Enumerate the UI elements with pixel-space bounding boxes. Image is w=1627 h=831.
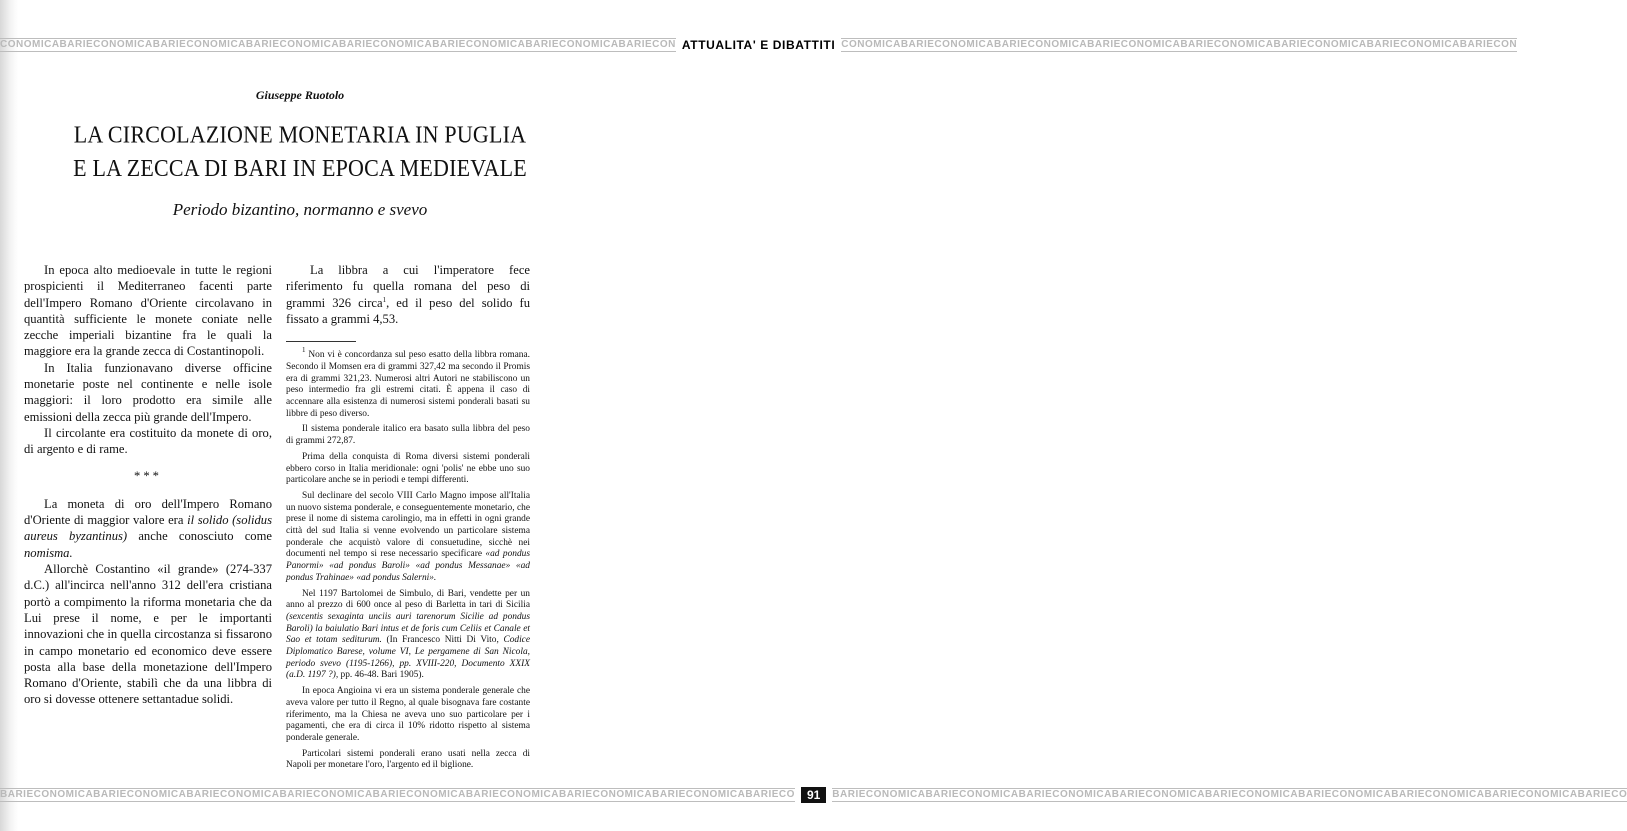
footnote-text: (In Francesco Nitti Di Vito, <box>381 635 504 646</box>
footnote-text: pp. 46-48. Bari 1905). <box>338 670 424 681</box>
footnote-text: Sul declinare del secolo VIII Carlo Magno impose all'Italia un nuovo sistema ponderale, e conseguentemente monetario, che prese il nome di sistema carolingio, ma in effetti in ogni grande città del sud Italia si venne evolvendo un particolare sistema ponderale che acquistò valore di consuetudine, sicchè nei documenti nel tempo si rese necessario specificare <box>286 490 530 560</box>
article-title <box>0 118 600 185</box>
footnote-ref: 1 <box>382 295 387 304</box>
article-subtitle: Periodo bizantino, normanno e svevo <box>172 200 428 219</box>
footer-band <box>0 786 1627 804</box>
paragraph: Il circolante era costituito da monete di oro, di argento e di rame. <box>24 425 272 457</box>
paragraph-text: La libbra a cui l'imperatore fece riferimento fu quella romana del peso di grammi 326 circa <box>286 263 530 310</box>
header-band <box>0 36 1518 54</box>
right-column <box>286 262 530 776</box>
italic-term: nomisma. <box>24 545 73 560</box>
paragraph <box>24 496 272 561</box>
page-number: 91 <box>801 787 826 803</box>
paragraph: In epoca alto medioevale in tutte le regioni prospicienti il Mediterraneo facenti parte dell'Impero Romano d'Oriente circolavano in quantità sufficiente le monete coniate nelle zecche imperiali bizantine fra le quali la maggiore era la grande zecca di Costantinopoli. <box>24 263 272 359</box>
footnote: Particolari sistemi ponderali erano usati nella zecca di Napoli per monetare l'oro, l'argento ed il biglione. <box>286 748 530 771</box>
title-line-2: E LA ZECCA DI BARI IN EPOCA MEDIEVALE <box>73 153 527 182</box>
header-pattern-right: CONOMICABARIECONOMICABARIECONOMICABARIECONOMICABARIECONOMICABARIECONOMICABARIECONOMICABARIECON <box>841 39 1518 50</box>
footnote <box>286 589 530 683</box>
footnote: In epoca Angioina vi era un sistema ponderale generale che aveva valore per tutto il Regno, al quale bisognava fare costante riferimento, ma la Chiesa ne aveva uno suo particolare per i pagamenti, che era di circa il 10% ridotto rispetto al sistema ponderale generale. <box>286 686 530 743</box>
footnote: Prima della conquista di Roma diversi sistemi ponderali ebbero corso in Italia meridionale: ogni 'polis' ne ebbe uno suo particolare anche se in periodi e tempi differenti. <box>286 451 530 486</box>
footnote: Il sistema ponderale italico era basato sulla libbra del peso di grammi 272,87. <box>286 424 530 447</box>
paragraph-text: anche conosciuto come <box>127 529 272 544</box>
footnote-divider <box>286 341 356 342</box>
paragraph-text: , ed il peso del solido fu fissato a grammi 4,53. <box>286 295 530 326</box>
italic-citation: Codice Diplomatico Barese, volume VI, Le pergamene di San Nicola, periodo svevo (1195-1266), pp. XVIII-220, Documento XXIX (a.D. 1197 ?), <box>286 635 530 681</box>
footnote-text: Non vi è concordanza sul peso esatto della libbra romana. Secondo il Momsen era di grammi 327,42 ma secondo il Promis era di grammi 321,23. Numerosi altri Autori ne stabiliscono un peso intermedio fra gli estremi citati. È appena il caso di accennare alla esistenza di numerosi sistemi ponderali basati su libbre di peso diverso. <box>286 350 530 419</box>
paragraph: In Italia funzionavano diverse officine monetarie poste nel continente e nelle isole maggiori: il loro prodotto era simile alle emissioni della zecca più grande dell'Impero. <box>24 360 272 424</box>
footnote <box>286 346 530 420</box>
paragraph <box>286 262 530 327</box>
footnotes <box>286 346 530 772</box>
header-pattern-left: CONOMICABARIECONOMICABARIECONOMICABARIECONOMICABARIECONOMICABARIECONOMICABARIECONOMICABARIECON <box>0 39 676 50</box>
footer-pattern-left: BARIECONOMICABARIECONOMICABARIECONOMICABARIECONOMICABARIECONOMICABARIECONOMICABARIECONOMICABARIECONOMICABARIECO <box>0 789 795 800</box>
paragraph: Allorchè Costantino «il grande» (274-337 d.C.) all'incirca nell'anno 312 dell'era cristiana portò a compimento la riforma monetaria che da Lui prese il nome, e per le importanti innovazioni che in quella circostanza si fissarono in campo monetario ed economico deve essere posta alla base della monetazione dell'Impero Romano d'Oriente, stabilì che da una libbra di oro si dovesse ottenere settantadue solidi. <box>24 562 272 707</box>
footnote-text: Nel 1197 Bartolomei de Simbulo, di Bari, vendette per un anno al prezzo di 600 once al peso di Barletta in tari di Sicilia <box>286 588 530 611</box>
left-column <box>24 262 272 708</box>
footer-pattern-right: BARIECONOMICABARIECONOMICABARIECONOMICABARIECONOMICABARIECONOMICABARIECONOMICABARIECONOMICABARIECONOMICABARIECO <box>832 789 1627 800</box>
footnote-number: 1 <box>302 346 306 355</box>
section-separator: *** <box>134 468 162 483</box>
italic-citation: (sexcentis sexaginta unciis auri tarenorum Sicilie ad pondus Baroli) la baiulatio Bari intus et de foris cum Celiis et Canale et Sao et totam sediturum. <box>286 611 530 646</box>
article-author: Giuseppe Ruotolo <box>255 88 345 102</box>
italic-citation: «ad pondus Panormi» «ad pondus Baroli» «ad pondus Messanae» «ad pondus Trahinae» «ad pondus Salerni». <box>286 549 530 583</box>
italic-term: il solido (solidus aureus byzantinus) <box>24 513 273 544</box>
title-line-1: LA CIRCOLAZIONE MONETARIA IN PUGLIA <box>73 120 527 149</box>
paragraph-text: La moneta di oro dell'Impero Romano d'Oriente di maggior valore era <box>24 496 272 528</box>
section-label: ATTUALITA' E DIBATTITI <box>681 38 836 52</box>
footnote <box>286 491 530 585</box>
